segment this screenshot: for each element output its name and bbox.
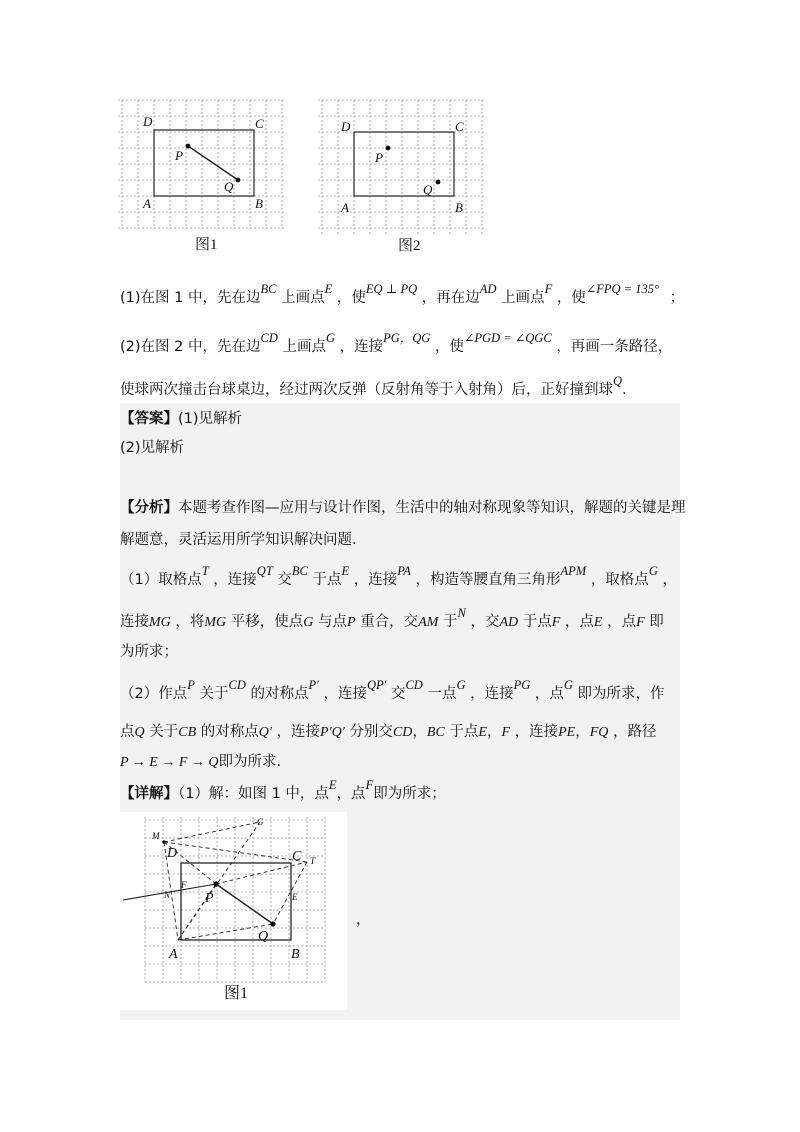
label-a: A <box>169 947 178 962</box>
s1b-text-5: 重合，交 <box>360 614 419 630</box>
q1-text-6: ，使 <box>556 290 586 306</box>
s1-text-7: ，取格点 <box>590 572 649 588</box>
q2-text-2: 上画点 <box>282 339 326 355</box>
segment-pq <box>216 884 273 924</box>
q2-math-angle: ∠PGD = ∠QGC <box>463 331 552 345</box>
s1b-text-3: 平移，使点 <box>230 614 304 630</box>
detail-text-1: （1）解：如图 1 中，点 <box>178 786 329 802</box>
s2-text-8: ，点 <box>534 686 564 702</box>
label-b: B <box>255 196 263 211</box>
q2-text-line2: 使球两次撞击台球桌边，经过两次反弹（反射角等于入射角）后，正好撞到球 <box>120 382 613 398</box>
q1-text-7: ； <box>669 290 685 306</box>
label-b: B <box>291 947 300 962</box>
point-q <box>236 178 241 183</box>
fig1-caption: 图1 <box>195 237 218 253</box>
analysis-step-2 <box>120 678 665 704</box>
answer-line-1 <box>120 409 242 429</box>
s1-text-3: 交 <box>277 572 292 588</box>
s2b-text-1: 点 <box>120 724 135 740</box>
q2-text-4: ，使 <box>434 339 464 355</box>
label-t: T <box>310 856 316 866</box>
s2b-text-4: ，连接 <box>276 724 321 740</box>
analysis-step-2b <box>120 722 657 743</box>
analysis-step-1 <box>120 564 677 590</box>
s2b-text-11: ，路径 <box>613 724 657 740</box>
s2-text-5: 交 <box>390 686 406 702</box>
s1-text-6: ，构造等腰直角三角形 <box>415 572 561 588</box>
label-p: P <box>375 150 383 165</box>
s1b-math-mg2: MG <box>204 615 227 630</box>
detail-label: 【详解】 <box>120 786 178 802</box>
s1b-math-am: AM <box>418 615 439 630</box>
q2-math-g: G <box>325 331 335 345</box>
s2-math-p: P <box>187 678 195 692</box>
question-1 <box>120 282 685 308</box>
fig2-caption: 图2 <box>398 238 421 254</box>
s1-text-8: ， <box>662 572 677 588</box>
label-a: A <box>143 196 151 211</box>
s2b-math-bc: BC <box>426 725 445 740</box>
analysis-label: 【分析】 <box>120 500 178 516</box>
segment-pq <box>188 146 238 180</box>
point-q <box>270 921 275 926</box>
q1-math-angle: ∠FPQ = 135° <box>585 282 660 296</box>
s2-math-g: G <box>456 678 466 692</box>
s2b-text-6: ， <box>412 724 427 740</box>
label-c: C <box>292 849 302 864</box>
s2-text-9: 即为所求，作 <box>577 686 665 702</box>
answer-1: (1)见解析 <box>178 411 243 427</box>
s2b-math-q: Q <box>134 725 145 740</box>
label-p: P <box>205 891 214 906</box>
table-rect <box>154 130 254 196</box>
q1-math-ad: AD <box>479 282 497 296</box>
s2-text-7: ，连接 <box>470 686 514 702</box>
s1b-text-2: ，将 <box>175 614 205 630</box>
s2b-math-cb: CB <box>178 725 197 740</box>
s1b-math-e: E <box>593 615 603 630</box>
q2-text-end: . <box>622 382 627 398</box>
s1b-text-9: ，点 <box>564 614 594 630</box>
analysis-line-2 <box>120 530 357 550</box>
label-q: Q <box>224 179 234 194</box>
q1-math-f: F <box>544 282 553 296</box>
figure-2 <box>318 98 486 258</box>
figure-1 <box>118 95 284 255</box>
s1b-math-p: P <box>347 615 356 630</box>
q2-math-q: Q <box>613 374 623 388</box>
s2b-math-cd: CD <box>392 725 413 740</box>
s2b-text-2: 关于 <box>149 724 179 740</box>
point-p <box>386 146 391 151</box>
point-q <box>436 180 441 185</box>
s1c-text: 为所求； <box>120 644 178 660</box>
detail-line <box>120 778 446 804</box>
answer-label: 【答案】 <box>120 411 178 427</box>
s2-text-4: ，连接 <box>323 686 367 702</box>
s2b-text-5: 分别交 <box>349 724 393 740</box>
s1b-math-ad: AD <box>499 615 519 630</box>
s1b-text-8: 于点 <box>522 614 552 630</box>
s1-math-t: T <box>201 564 209 578</box>
s2-text-1: （2）作点 <box>120 686 188 702</box>
label-c: C <box>255 116 264 131</box>
label-q: Q <box>423 182 433 197</box>
detail-figure-panel <box>120 812 347 1010</box>
q1-text-3: ，使 <box>336 290 366 306</box>
point-p <box>213 881 218 886</box>
detail-text-3: 即为所求； <box>373 786 446 802</box>
q1-text-4: ，再在边 <box>421 290 480 306</box>
label-g: G <box>257 817 264 827</box>
label-q: Q <box>258 929 269 944</box>
s2b-math-pe: PE <box>558 725 576 740</box>
label-d: D <box>341 119 351 134</box>
label-a: A <box>341 200 349 215</box>
s2-text-6: 一点 <box>427 686 457 702</box>
s1b-text-6: 于 <box>443 614 458 630</box>
point-p <box>186 144 191 149</box>
s2c-math-path: P → E → F → Q <box>120 755 219 770</box>
s1-text-1: （1）取格点 <box>120 572 202 588</box>
q1-math-bc: BC <box>260 282 277 296</box>
s2b-math-qprime: Q′ <box>258 725 272 740</box>
s1b-text-10: ，点 <box>607 614 637 630</box>
q2-math-cd: CD <box>260 331 278 345</box>
s2b-text-7: 于点 <box>449 724 479 740</box>
label-m: M <box>152 831 160 841</box>
s2b-math-fq: FQ <box>589 725 609 740</box>
s1b-math-g: G <box>303 615 314 630</box>
s2-math-cd2: CD <box>405 678 423 692</box>
q2-text-5: ，再画一条路径， <box>556 339 673 355</box>
detail-fig-caption: 图1 <box>224 985 249 1002</box>
analysis-step-1b <box>120 606 664 633</box>
question-2-line2 <box>120 374 627 400</box>
q2-text-3: ，连接 <box>339 339 384 355</box>
q1-text-5: 上画点 <box>501 290 545 306</box>
detail-text-2: ，点 <box>336 786 366 802</box>
detail-figure <box>120 812 347 1010</box>
s1-text-2: ，连接 <box>213 572 257 588</box>
s2-math-pg: PG <box>513 678 531 692</box>
detail-math-e: E <box>328 778 337 792</box>
s1b-math-mg: MG <box>149 615 171 630</box>
s2b-text-8: ， <box>486 724 502 740</box>
s1-math-e: E <box>341 564 350 578</box>
s2b-text-9: ，连接 <box>514 724 559 740</box>
s2-math-cd: CD <box>228 678 246 692</box>
s2-text-2: 关于 <box>199 686 229 702</box>
label-b: B <box>455 200 463 215</box>
s1-math-qt: QT <box>256 564 273 578</box>
s1b-text-11: 即 <box>649 614 664 630</box>
s2c-text: 即为所求. <box>218 754 282 770</box>
q1-math-eq-perp-pq: EQ ⊥ PQ <box>365 282 418 296</box>
s2-math-pprime: P′ <box>308 678 319 692</box>
label-n: N <box>164 890 171 900</box>
label-d: D <box>143 114 153 129</box>
detail-math-f: F <box>365 778 374 792</box>
answer-2: (2)见解析 <box>120 440 185 456</box>
analysis-text-1: 本题考查作图—应用与设计作图，生活中的轴对称现象等知识，解题的关键是理 <box>178 500 686 516</box>
s1-text-5: ，连接 <box>353 572 398 588</box>
s2-math-g2: G <box>563 678 573 692</box>
s2b-math-e: E <box>478 725 487 740</box>
analysis-step-1c <box>120 642 178 662</box>
detail-fig-trailing-comma: ， <box>356 912 371 928</box>
s1-math-g: G <box>648 564 658 578</box>
s2b-math-pq-prime: P′Q′ <box>320 725 345 740</box>
label-f: F <box>181 880 187 890</box>
q1-text-1: (1)在图 1 中，先在边 <box>120 290 261 306</box>
label-e: E <box>292 892 298 902</box>
q1-math-e: E <box>324 282 333 296</box>
label-d: D <box>167 846 178 861</box>
q2-text-1: (2)在图 2 中，先在边 <box>120 339 261 355</box>
label-p: P <box>175 148 183 163</box>
s2-text-3: 的对称点 <box>250 686 309 702</box>
s1b-math-n: N <box>457 606 466 620</box>
point-m <box>162 840 166 844</box>
s1b-text-4: 与点 <box>318 614 348 630</box>
analysis-step-2c <box>120 752 281 773</box>
s2b-text-10: ， <box>575 724 590 740</box>
s1-math-bc: BC <box>291 564 308 578</box>
analysis-text-2: 解题意，灵活运用所学知识解决问题. <box>120 532 357 548</box>
s2b-math-f: F <box>501 725 511 740</box>
s1b-text-1: 连接 <box>120 614 149 630</box>
s2b-text-3: 的对称点 <box>200 724 259 740</box>
s1b-math-f2: F <box>636 615 645 630</box>
analysis-line-1 <box>120 498 686 518</box>
q2-math-pg-qg: PG，QG <box>383 331 431 345</box>
table-rect <box>181 863 291 940</box>
question-2 <box>120 331 673 357</box>
s1-math-pa: PA <box>397 564 411 578</box>
s2-math-qpprime: QP′ <box>366 678 387 692</box>
label-c: C <box>455 119 464 134</box>
answer-line-2 <box>120 438 184 458</box>
s1b-text-7: ，交 <box>470 614 500 630</box>
s1b-math-f: F <box>551 615 561 630</box>
s1-text-4: 于点 <box>312 572 342 588</box>
s1-math-apm: APM <box>560 564 587 578</box>
q1-text-2: 上画点 <box>281 290 325 306</box>
